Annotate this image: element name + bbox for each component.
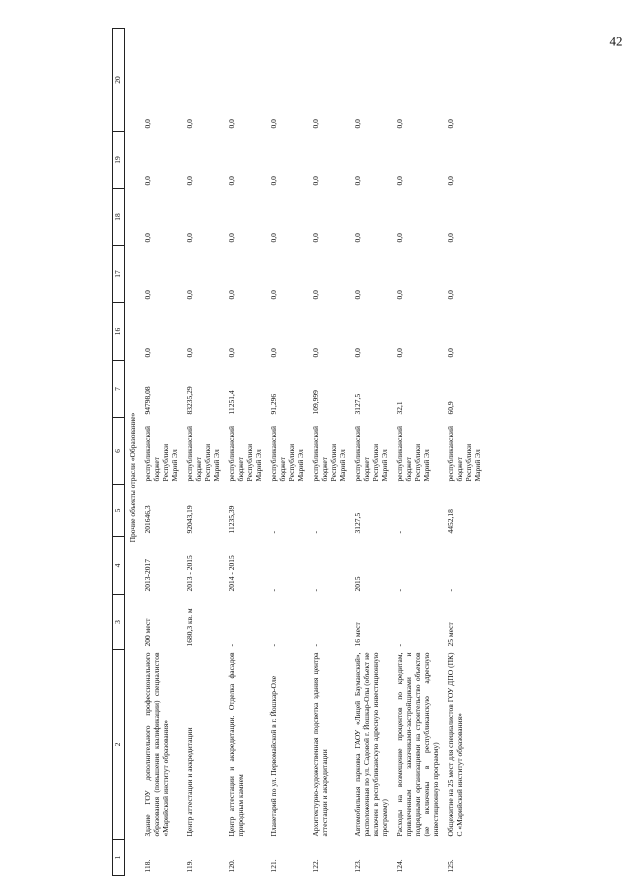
value-col17: 0,0 [353,290,362,300]
table-row [350,29,392,876]
value-col16: 0,0 [227,348,236,358]
period: 2014 - 2015 [227,555,236,592]
object-name: Общежитие на 25 мест для специалистов ГОУ ДПО (ПК) С «Марийский институт образования» [446,652,464,837]
value-col17: 0,0 [269,290,278,300]
funding-source: республиканский бюджет Республики Марий Эл [185,425,221,482]
object-name: Центр аттестации и аккредитации [185,727,194,837]
column-header: 1 [113,840,125,876]
value-col20: 0,0 [269,119,278,129]
funding-source: республиканский бюджет Республики Марий Эл [311,425,347,482]
value-col20: 0,0 [446,119,455,129]
object-name: Архитектурно-художественная подсветка здания центра аттестации и аккредитации [311,652,329,837]
capacity: - [227,644,236,647]
value-col18: 0,0 [353,233,362,243]
capacity: 25 мест [446,622,455,647]
row-number: 118. [143,859,152,873]
value-col16: 0,0 [143,348,152,358]
estimated-cost: 201646,3 [143,505,152,534]
column-header: 6 [113,418,125,485]
capacity: 1680,3 кв. м [185,608,194,647]
value-col16: 0,0 [353,348,362,358]
estimated-cost: 3127,5 [353,512,362,534]
column-header: 4 [113,537,125,595]
funding-source: республиканский бюджет Республики Марий Эл [143,425,179,482]
value-col17: 0,0 [227,290,236,300]
value-col19: 0,0 [353,176,362,186]
table-row [224,29,266,876]
capacity: - [395,644,404,647]
period: 2015 [353,576,362,592]
table-row [266,29,308,876]
estimated-cost: 92043,19 [185,505,194,534]
column-header: 20 [113,29,125,132]
funding-source: республиканский бюджет Республики Марий Эл [227,425,263,482]
column-header: 7 [113,361,125,418]
table-row [308,29,350,876]
value-col20: 0,0 [395,119,404,129]
value-col17: 0,0 [395,290,404,300]
value-col16: 0,0 [185,348,194,358]
value-col19: 0,0 [185,176,194,186]
value-col17: 0,0 [311,290,320,300]
table-body [125,29,486,876]
value-col17: 0,0 [446,290,455,300]
value-col19: 0,0 [269,176,278,186]
table-row [140,29,182,876]
value-col16: 0,0 [395,348,404,358]
value-col16: 0,0 [269,348,278,358]
object-name: Автомобильная парковка ГАОУ «Лицей Бауманский», расположенная по ул. Садовой г. Йошкар-Олы (объект не включен в республиканскую адресную инвестиционную программу) [353,652,389,837]
value-col7: 32,1 [395,401,404,415]
value-col19: 0,0 [395,176,404,186]
value-col7: 60,9 [446,401,455,415]
column-header: 3 [113,595,125,650]
value-col20: 0,0 [227,119,236,129]
column-header: 18 [113,189,125,246]
funding-source: республиканский бюджет Республики Марий Эл [269,425,305,482]
object-name: Планетарий по ул. Первомайской в г. Йошкар-Оле [269,675,278,837]
row-number: 120. [227,859,236,873]
value-col18: 0,0 [143,233,152,243]
period: - [311,589,320,592]
value-col19: 0,0 [446,176,455,186]
estimated-cost: - [311,531,320,534]
value-col20: 0,0 [311,119,320,129]
table-row [392,29,443,876]
object-name: Здание ГОУ дополнительного профессионального образования (повышения квалификации) специалистов «Марийский институт образования» [143,652,170,837]
value-col7: 3127,5 [353,393,362,415]
value-col7: 109,999 [311,390,320,415]
value-col20: 0,0 [143,119,152,129]
table-row [443,29,485,876]
value-col19: 0,0 [143,176,152,186]
capacity: - [311,644,320,647]
value-col20: 0,0 [353,119,362,129]
row-number: 124. [395,859,404,873]
row-number: 123. [353,859,362,873]
period: 2013 - 2015 [185,555,194,592]
value-col19: 0,0 [311,176,320,186]
value-col17: 0,0 [185,290,194,300]
value-col7: 94798,08 [143,386,152,415]
capacity: 200 мест [143,618,152,647]
value-col16: 0,0 [311,348,320,358]
table-row [182,29,224,876]
row-number: 119. [185,859,194,873]
table-header [113,29,125,876]
row-number: 125. [446,859,455,873]
capacity: - [269,644,278,647]
row-number: 121. [269,859,278,873]
value-col18: 0,0 [269,233,278,243]
value-col18: 0,0 [446,233,455,243]
section-title: Прочие объекты отрасли «Образование» [128,412,137,543]
value-col7: 83235,29 [185,386,194,415]
period: - [395,589,404,592]
value-col18: 0,0 [311,233,320,243]
column-header: 19 [113,132,125,189]
estimated-cost: - [269,531,278,534]
value-col18: 0,0 [395,233,404,243]
period: 2013-2017 [143,559,152,592]
value-col20: 0,0 [185,119,194,129]
estimated-cost: 4452,18 [446,509,455,534]
object-name: Расходы на возмещение процентов по кредитам, привлеченным заказчиками-застройщиками и подрядными организациями на строительство объектов (не включены в республиканскую адресную инвестиционную программу) [395,652,440,837]
value-col17: 0,0 [143,290,152,300]
section-row [125,29,141,876]
column-header: 2 [113,650,125,840]
value-col7: 11251,4 [227,390,236,415]
column-header: 5 [113,485,125,537]
value-col18: 0,0 [227,233,236,243]
funding-source: республиканский бюджет Республики Марий Эл [353,425,389,482]
value-col16: 0,0 [446,348,455,358]
estimated-cost: 11235,39 [227,505,236,534]
period: - [446,589,455,592]
column-header: 16 [113,303,125,361]
object-name: Центр аттестации и аккредитации. Отделка фасадов природным камнем [227,652,245,837]
page-number: 42 [609,33,623,49]
value-col7: 91,296 [269,393,278,415]
row-number: 122. [311,859,320,873]
capacity: 16 мест [353,622,362,647]
period: - [269,589,278,592]
funding-source: республиканский бюджет Республики Марий Эл [446,425,482,482]
value-col18: 0,0 [185,233,194,243]
column-header: 17 [113,246,125,303]
budget-table [112,28,485,876]
funding-source: республиканский бюджет Республики Марий Эл [395,425,431,482]
value-col19: 0,0 [227,176,236,186]
estimated-cost: - [395,531,404,534]
